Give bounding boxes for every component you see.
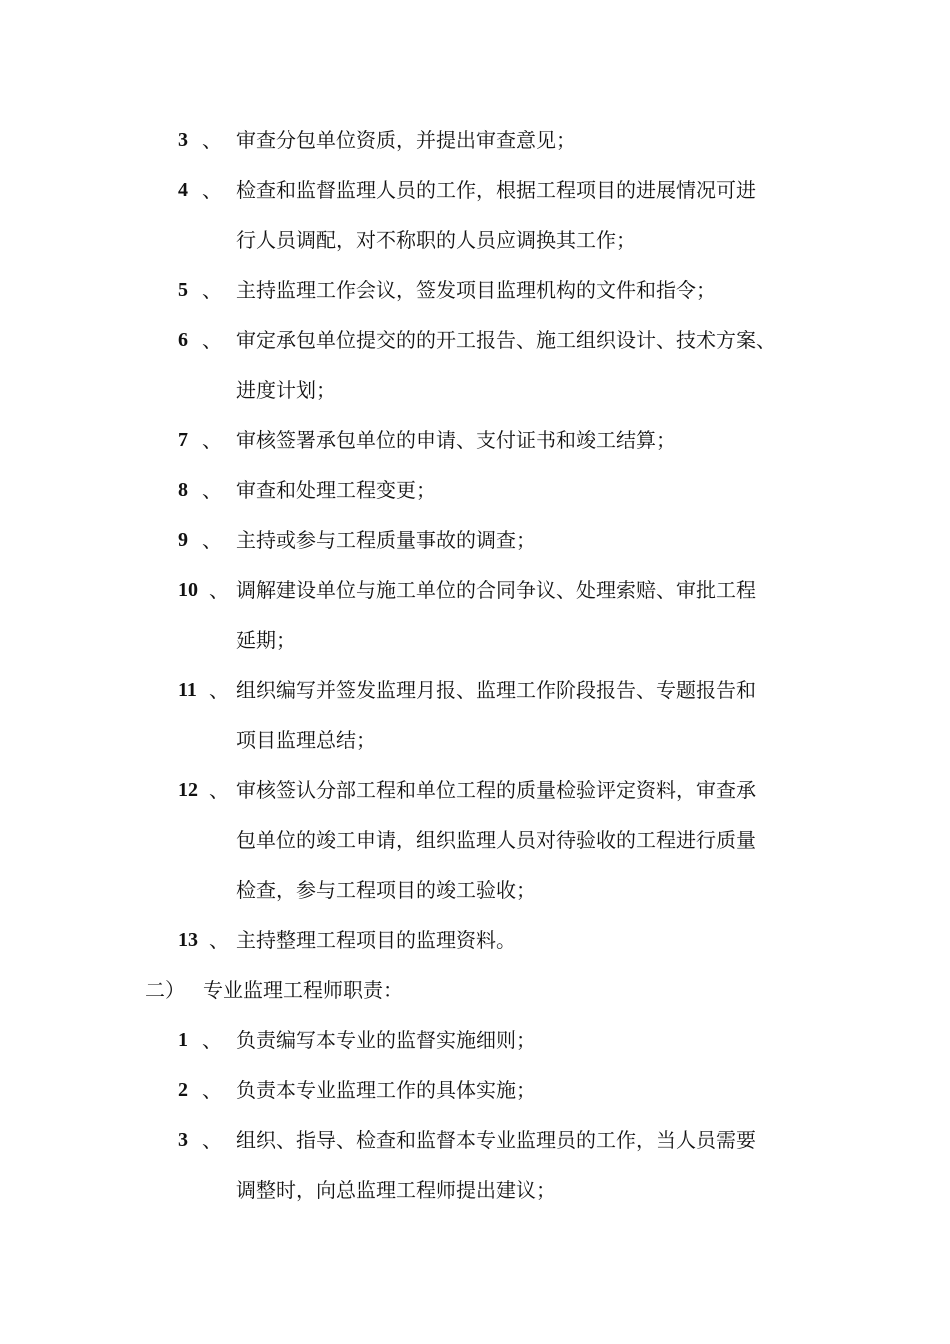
item-number: 9 — [178, 529, 188, 551]
item-separator: 、 — [202, 328, 222, 352]
section-title: 专业监理工程师职责： — [203, 978, 403, 1002]
item-separator: 、 — [202, 478, 222, 502]
item-number: 1 — [178, 1029, 188, 1051]
item-number: 10 — [178, 579, 198, 601]
item-number: 7 — [178, 429, 188, 451]
item-number: 4 — [178, 179, 188, 201]
item-number: 3 — [178, 129, 188, 151]
item-separator: 、 — [202, 1128, 222, 1152]
item-number: 11 — [178, 679, 197, 701]
item-separator: 、 — [209, 928, 229, 952]
item-number: 5 — [178, 279, 188, 301]
item-text: 主持或参与工程质量事故的调查； — [236, 528, 536, 552]
item-separator: 、 — [202, 128, 222, 152]
section-number: 二） — [145, 978, 185, 1002]
item-separator: 、 — [202, 278, 222, 302]
item-number: 13 — [178, 929, 198, 951]
item-separator: 、 — [202, 1078, 222, 1102]
item-separator: 、 — [209, 778, 229, 802]
item-text: 审定承包单位提交的的开工报告、施工组织设计、技术方案、 — [236, 328, 776, 352]
item-text-continuation: 项目监理总结； — [236, 728, 376, 752]
item-number: 2 — [178, 1079, 188, 1101]
item-separator: 、 — [202, 428, 222, 452]
item-separator: 、 — [209, 578, 229, 602]
item-text-continuation: 检查，参与工程项目的竣工验收； — [236, 878, 536, 902]
item-text: 调解建设单位与施工单位的合同争议、处理索赔、审批工程 — [236, 578, 756, 602]
item-separator: 、 — [202, 1028, 222, 1052]
item-separator: 、 — [202, 528, 222, 552]
item-text: 主持整理工程项目的监理资料。 — [236, 928, 516, 952]
item-text: 审查和处理工程变更； — [236, 478, 436, 502]
item-text-continuation: 包单位的竣工申请，组织监理人员对待验收的工程进行质量 — [236, 828, 756, 852]
item-text-continuation: 行人员调配，对不称职的人员应调换其工作； — [236, 228, 636, 252]
item-text: 审核签认分部工程和单位工程的质量检验评定资料，审查承 — [236, 778, 756, 802]
item-separator: 、 — [209, 678, 229, 702]
item-text-continuation: 延期； — [236, 628, 296, 652]
item-text: 检查和监督监理人员的工作，根据工程项目的进展情况可进 — [236, 178, 756, 202]
item-text-continuation: 进度计划； — [236, 378, 336, 402]
item-text: 负责编写本专业的监督实施细则； — [236, 1028, 536, 1052]
item-text: 组织编写并签发监理月报、监理工作阶段报告、专题报告和 — [236, 678, 756, 702]
item-text: 审查分包单位资质，并提出审查意见； — [236, 128, 576, 152]
item-text: 负责本专业监理工作的具体实施； — [236, 1078, 536, 1102]
item-number: 8 — [178, 479, 188, 501]
item-number: 6 — [178, 329, 188, 351]
item-text-continuation: 调整时，向总监理工程师提出建议； — [236, 1178, 556, 1202]
item-text: 主持监理工作会议，签发项目监理机构的文件和指令； — [236, 278, 716, 302]
item-number: 12 — [178, 779, 198, 801]
item-number: 3 — [178, 1129, 188, 1151]
item-text: 审核签署承包单位的申请、支付证书和竣工结算； — [236, 428, 676, 452]
item-text: 组织、指导、检查和监督本专业监理员的工作，当人员需要 — [236, 1128, 756, 1152]
item-separator: 、 — [202, 178, 222, 202]
